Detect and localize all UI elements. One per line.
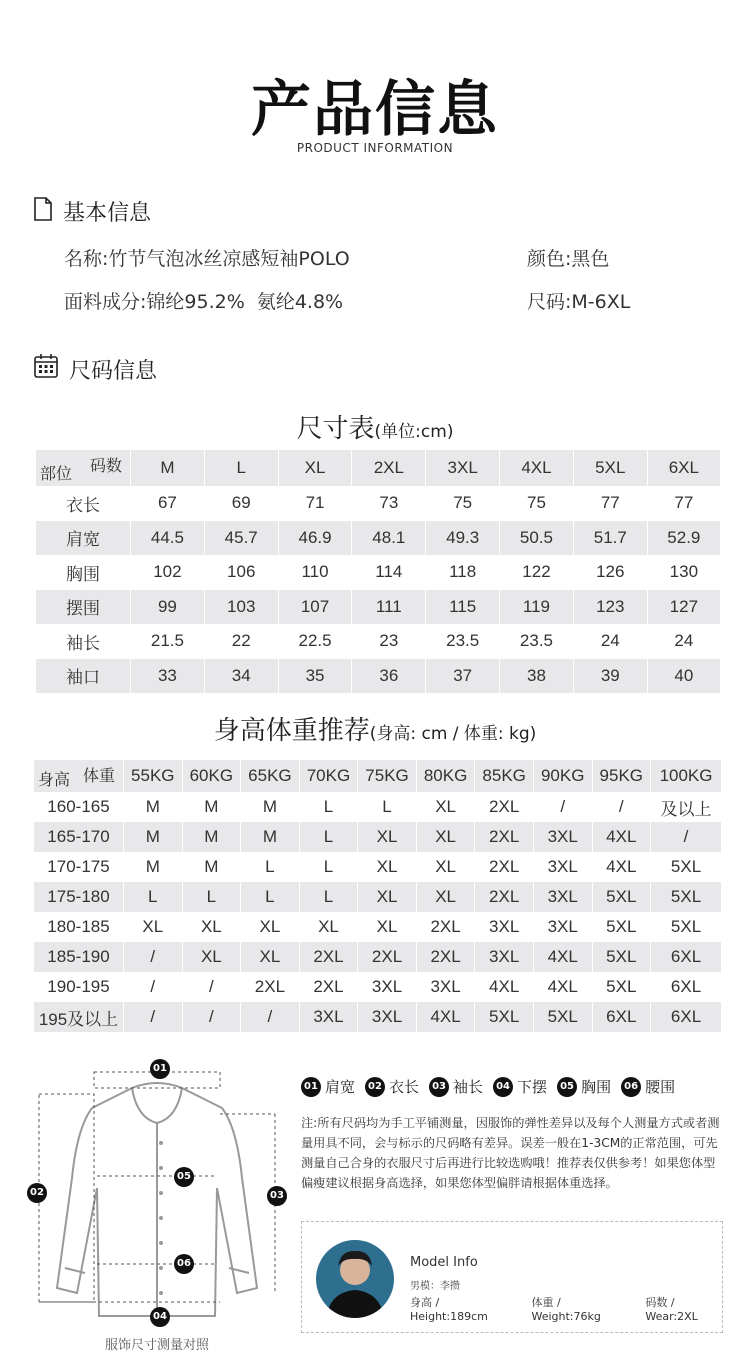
model-weight <box>531 1294 623 1323</box>
table-cell: L <box>299 792 358 822</box>
table-cell: 2XL <box>475 882 534 912</box>
table-cell: / <box>182 1002 241 1032</box>
table-cell: 115 <box>426 590 500 625</box>
table-row <box>34 1002 722 1032</box>
table-cell: 24 <box>647 624 720 659</box>
row-label: 胸围 <box>36 555 131 590</box>
table-cell: 77 <box>647 486 720 521</box>
legend-number: 03 <box>429 1077 449 1097</box>
table-cell: XL <box>358 882 417 912</box>
model-stats <box>410 1294 722 1323</box>
table-cell: 3XL <box>475 912 534 942</box>
table-cell: 5XL <box>592 912 651 942</box>
row-label: 165-170 <box>34 822 124 852</box>
calendar-icon <box>33 353 59 385</box>
table-cell: 3XL <box>533 882 592 912</box>
table-cell: 23 <box>352 624 426 659</box>
measurement-note: 注:所有尺码均为手工平铺测量，因服饰的弹性差异以及每个人测量方式或者测量用具不同，会与标示的尺码略有差异。误差一般在1-3CM的正常范围，可先测量自己合身的衣服尺寸后再进行比较选购哦！推荐表仅供参考！如果您体型偏瘦建议根据身高选择，如果您体型偏胖请根据体重选择。 <box>301 1116 720 1190</box>
table-cell: 114 <box>352 555 426 590</box>
table-cell: 39 <box>573 659 647 694</box>
legend-item <box>301 1076 355 1097</box>
table-corner-cell <box>34 760 124 792</box>
column-header: 85KG <box>475 760 534 792</box>
table-cell: 4XL <box>533 942 592 972</box>
table-cell: 44.5 <box>131 521 205 556</box>
table-cell: 107 <box>278 590 352 625</box>
table-cell: 4XL <box>592 852 651 882</box>
table-cell: 35 <box>278 659 352 694</box>
table-cell: L <box>241 882 300 912</box>
row-label: 衣长 <box>36 486 131 521</box>
table-cell: 99 <box>131 590 205 625</box>
table-cell: 123 <box>573 590 647 625</box>
table-row <box>34 792 722 822</box>
table-cell: XL <box>299 912 358 942</box>
row-label: 190-195 <box>34 972 124 1002</box>
table-cell: XL <box>241 942 300 972</box>
recommend-table-title-text: 身高体重推荐 <box>213 716 370 746</box>
table-cell: 及以上 <box>651 792 721 822</box>
table-cell: 3XL <box>533 822 592 852</box>
table-cell: XL <box>358 822 417 852</box>
table-cell: 71 <box>278 486 352 521</box>
legend-number: 02 <box>365 1077 385 1097</box>
product-name: 名称:竹节气泡冰丝凉感短袖POLO <box>64 248 350 270</box>
measurement-diagram <box>30 1063 284 1348</box>
product-size-range: 尺码:M-6XL <box>527 291 631 313</box>
table-cell: 23.5 <box>426 624 500 659</box>
row-label: 袖长 <box>36 624 131 659</box>
table-cell: 75 <box>500 486 574 521</box>
table-cell: 2XL <box>416 942 475 972</box>
legend-number: 06 <box>621 1077 641 1097</box>
table-header-row <box>36 450 721 486</box>
model-weight-label: 体重 / Weight: <box>531 1296 574 1323</box>
diagram-caption: 服饰尺寸测量对照 <box>104 1338 209 1353</box>
table-cell: 6XL <box>651 942 721 972</box>
table-cell: 5XL <box>533 1002 592 1032</box>
table-cell: XL <box>416 882 475 912</box>
table-cell: 4XL <box>475 972 534 1002</box>
table-cell: 130 <box>647 555 720 590</box>
model-name: 男模：李攒 <box>410 1281 460 1292</box>
table-cell: 52.9 <box>647 521 720 556</box>
model-info-card <box>301 1221 723 1333</box>
table-cell: 3XL <box>416 972 475 1002</box>
product-fabric: 面料成分:锦纶95.2% 氨纶4.8% <box>64 291 344 313</box>
table-cell: XL <box>416 852 475 882</box>
table-cell: 5XL <box>651 882 721 912</box>
column-header: 60KG <box>182 760 241 792</box>
table-row <box>34 972 722 1002</box>
table-cell: 2XL <box>299 942 358 972</box>
column-header: 3XL <box>426 450 500 486</box>
corner-top-label: 体重 <box>82 768 115 785</box>
table-cell: M <box>182 792 241 822</box>
table-cell: 2XL <box>475 852 534 882</box>
diagram-marker-05: 05 <box>174 1167 194 1187</box>
row-label: 摆围 <box>36 590 131 625</box>
table-cell: 3XL <box>533 912 592 942</box>
column-header: 70KG <box>299 760 358 792</box>
table-cell: 2XL <box>475 822 534 852</box>
column-header: 75KG <box>358 760 417 792</box>
table-cell: M <box>182 852 241 882</box>
table-cell: XL <box>416 792 475 822</box>
model-size-value: 2XL <box>677 1310 698 1323</box>
size-table-unit: (单位:cm) <box>374 422 454 442</box>
table-cell: L <box>299 882 358 912</box>
table-cell: 6XL <box>592 1002 651 1032</box>
table-cell: 21.5 <box>131 624 205 659</box>
table-cell: L <box>241 852 300 882</box>
column-header: 95KG <box>592 760 651 792</box>
table-cell: / <box>124 972 183 1002</box>
table-cell: L <box>124 882 183 912</box>
table-cell: 45.7 <box>204 521 278 556</box>
table-cell: 48.1 <box>352 521 426 556</box>
corner-bottom-label: 部位 <box>40 466 73 483</box>
table-cell: 3XL <box>299 1002 358 1032</box>
table-cell: 73 <box>352 486 426 521</box>
table-cell: XL <box>358 852 417 882</box>
table-cell: 119 <box>500 590 574 625</box>
table-cell: 118 <box>426 555 500 590</box>
page-subtitle: PRODUCT INFORMATION <box>296 141 454 155</box>
table-cell: 22 <box>204 624 278 659</box>
table-cell: XL <box>124 912 183 942</box>
row-label: 185-190 <box>34 942 124 972</box>
legend-item <box>365 1076 419 1097</box>
table-cell: 103 <box>204 590 278 625</box>
table-cell: 102 <box>131 555 205 590</box>
table-row <box>34 882 722 912</box>
row-label: 170-175 <box>34 852 124 882</box>
table-cell: 3XL <box>358 1002 417 1032</box>
table-cell: M <box>241 822 300 852</box>
document-icon <box>33 197 53 227</box>
shirt-outline <box>37 1068 277 1348</box>
legend-label: 衣长 <box>389 1078 420 1096</box>
diagram-marker-04: 04 <box>150 1307 170 1327</box>
column-header: 100KG <box>651 760 721 792</box>
table-cell: / <box>241 1002 300 1032</box>
table-cell: 22.5 <box>278 624 352 659</box>
column-header: 6XL <box>647 450 720 486</box>
table-cell: 5XL <box>651 852 721 882</box>
column-header: 5XL <box>573 450 647 486</box>
column-header: M <box>131 450 205 486</box>
measurement-legend <box>301 1076 675 1097</box>
product-color: 颜色:黑色 <box>527 248 610 270</box>
table-cell: 67 <box>131 486 205 521</box>
table-cell: 127 <box>647 590 720 625</box>
table-cell: 2XL <box>475 792 534 822</box>
table-cell: 5XL <box>475 1002 534 1032</box>
table-row <box>36 521 721 556</box>
size-table-title <box>0 408 750 445</box>
row-label: 袖口 <box>36 659 131 694</box>
page-title: 产品信息 <box>251 75 499 145</box>
row-label: 175-180 <box>34 882 124 912</box>
table-cell: 77 <box>573 486 647 521</box>
recommend-table-unit: (身高: cm / 体重: kg) <box>369 724 537 744</box>
table-row <box>34 912 722 942</box>
table-cell: 3XL <box>533 852 592 882</box>
table-cell: M <box>241 792 300 822</box>
size-info-label: 尺码信息 <box>69 358 158 384</box>
size-table-title-text: 尺寸表 <box>296 414 375 444</box>
column-header: 55KG <box>124 760 183 792</box>
column-header: L <box>204 450 278 486</box>
table-cell: 24 <box>573 624 647 659</box>
table-cell: L <box>358 792 417 822</box>
table-cell: 3XL <box>358 972 417 1002</box>
table-cell: 51.7 <box>573 521 647 556</box>
model-avatar <box>316 1240 394 1318</box>
table-cell: 46.9 <box>278 521 352 556</box>
table-cell: 5XL <box>651 912 721 942</box>
column-header: 4XL <box>500 450 574 486</box>
column-header: XL <box>278 450 352 486</box>
table-row <box>34 822 722 852</box>
table-cell: 2XL <box>358 942 417 972</box>
legend-item <box>557 1076 611 1097</box>
diagram-marker-03: 03 <box>267 1186 287 1206</box>
table-row <box>36 659 721 694</box>
table-cell: / <box>124 942 183 972</box>
table-cell: XL <box>182 942 241 972</box>
legend-item <box>493 1076 547 1097</box>
model-size <box>645 1294 722 1323</box>
table-cell: XL <box>358 912 417 942</box>
table-cell: 6XL <box>651 1002 721 1032</box>
corner-bottom-label: 身高 <box>38 772 71 789</box>
table-cell: 37 <box>426 659 500 694</box>
model-height-label: 身高 / Height: <box>410 1296 451 1323</box>
legend-number: 01 <box>301 1077 321 1097</box>
table-row <box>36 590 721 625</box>
table-cell: / <box>533 792 592 822</box>
diagram-marker-02: 02 <box>27 1183 47 1203</box>
table-cell: 38 <box>500 659 574 694</box>
model-weight-value: 76kg <box>573 1310 601 1323</box>
legend-item <box>621 1076 675 1097</box>
table-cell: 34 <box>204 659 278 694</box>
table-cell: 122 <box>500 555 574 590</box>
row-label: 180-185 <box>34 912 124 942</box>
table-cell: XL <box>241 912 300 942</box>
table-cell: M <box>124 822 183 852</box>
column-header: 2XL <box>352 450 426 486</box>
legend-label: 肩宽 <box>325 1078 356 1096</box>
table-cell: 110 <box>278 555 352 590</box>
table-cell: 5XL <box>592 882 651 912</box>
recommend-table <box>33 760 721 1032</box>
table-cell: 75 <box>426 486 500 521</box>
table-cell: M <box>124 792 183 822</box>
table-cell: 6XL <box>651 972 721 1002</box>
table-cell: M <box>124 852 183 882</box>
table-cell: 126 <box>573 555 647 590</box>
legend-label: 下摆 <box>517 1078 548 1096</box>
table-cell: / <box>651 822 721 852</box>
model-height <box>410 1294 509 1323</box>
table-cell: 50.5 <box>500 521 574 556</box>
legend-label: 袖长 <box>453 1078 484 1096</box>
table-cell: L <box>299 822 358 852</box>
model-height-value: 189cm <box>450 1310 488 1323</box>
model-size-label: 码数 / Wear: <box>645 1296 678 1323</box>
table-cell: 33 <box>131 659 205 694</box>
table-cell: 3XL <box>475 942 534 972</box>
table-cell: 36 <box>352 659 426 694</box>
legend-label: 胸围 <box>581 1078 612 1096</box>
table-cell: L <box>299 852 358 882</box>
legend-number: 05 <box>557 1077 577 1097</box>
table-row <box>36 486 721 521</box>
table-cell: 69 <box>204 486 278 521</box>
table-row <box>34 942 722 972</box>
table-cell: 49.3 <box>426 521 500 556</box>
table-cell: L <box>182 882 241 912</box>
table-cell: 40 <box>647 659 720 694</box>
table-row <box>36 555 721 590</box>
legend-number: 04 <box>493 1077 513 1097</box>
table-header-row <box>34 760 722 792</box>
table-cell: / <box>592 792 651 822</box>
table-cell: / <box>182 972 241 1002</box>
diagram-marker-01: 01 <box>150 1059 170 1079</box>
table-cell: XL <box>416 822 475 852</box>
table-cell: XL <box>182 912 241 942</box>
column-header: 65KG <box>241 760 300 792</box>
column-header: 80KG <box>416 760 475 792</box>
table-cell: 4XL <box>416 1002 475 1032</box>
table-cell: / <box>124 1002 183 1032</box>
table-cell: 2XL <box>299 972 358 1002</box>
table-cell: 5XL <box>592 972 651 1002</box>
legend-label: 腰围 <box>645 1078 676 1096</box>
table-cell: 111 <box>352 590 426 625</box>
basic-info-label: 基本信息 <box>63 201 152 226</box>
size-info-heading <box>33 353 157 385</box>
diagram-marker-06: 06 <box>174 1254 194 1274</box>
row-label: 195及以上 <box>34 1002 124 1032</box>
table-row <box>34 852 722 882</box>
model-info-title: Model Info <box>410 1255 478 1270</box>
row-label: 肩宽 <box>36 521 131 556</box>
table-cell: 4XL <box>533 972 592 1002</box>
table-cell: 4XL <box>592 822 651 852</box>
table-cell: 5XL <box>592 942 651 972</box>
basic-info-heading <box>33 196 151 227</box>
size-table <box>35 450 720 693</box>
row-label: 160-165 <box>34 792 124 822</box>
table-cell: 2XL <box>241 972 300 1002</box>
table-corner-cell <box>36 450 131 486</box>
table-cell: 23.5 <box>500 624 574 659</box>
table-row <box>36 624 721 659</box>
corner-top-label: 码数 <box>89 458 122 475</box>
table-cell: M <box>182 822 241 852</box>
legend-item <box>429 1076 483 1097</box>
table-cell: 2XL <box>416 912 475 942</box>
table-cell: 106 <box>204 555 278 590</box>
recommend-table-title <box>0 710 750 747</box>
column-header: 90KG <box>533 760 592 792</box>
